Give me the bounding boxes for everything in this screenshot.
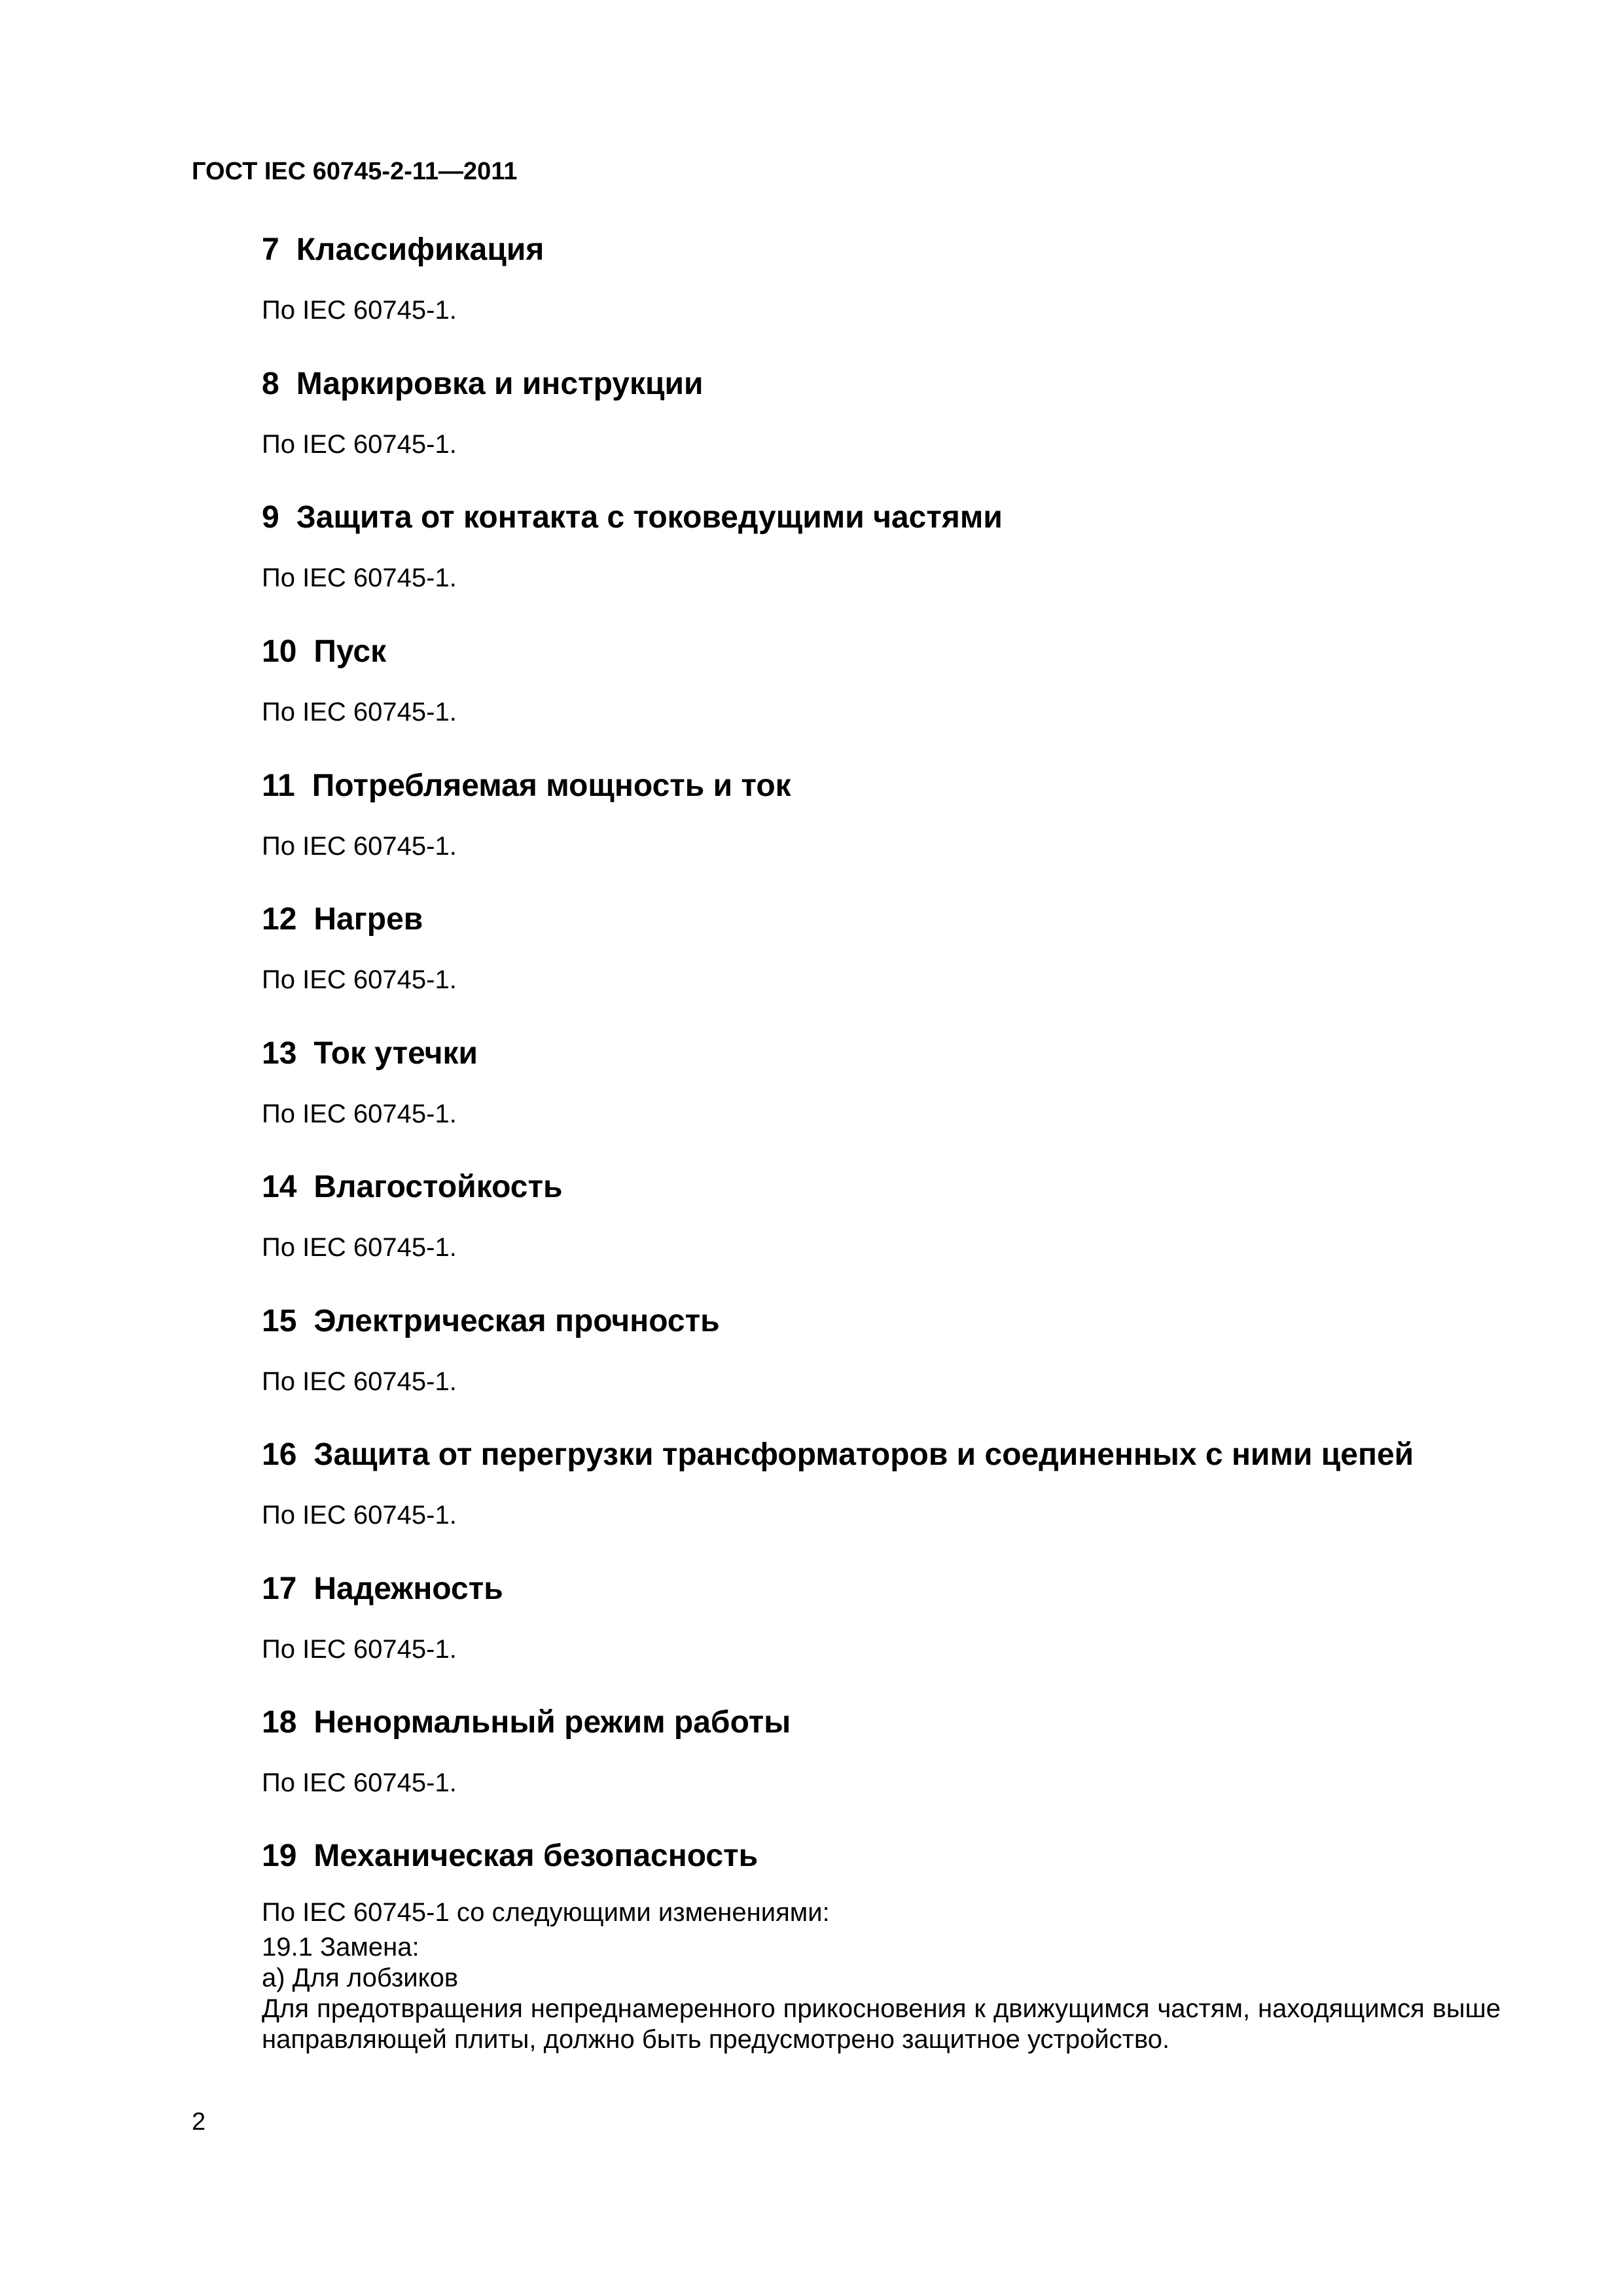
section-title bbox=[262, 1034, 1505, 1073]
section-16 bbox=[262, 1435, 1505, 1531]
section-13 bbox=[262, 1034, 1505, 1130]
section-title bbox=[262, 498, 1505, 537]
section-heading: Защита от контакта с токоведущими частями bbox=[296, 500, 1003, 535]
section-title bbox=[262, 1837, 1505, 1876]
section-body: По IEC 60745-1. bbox=[262, 430, 457, 459]
section-body: По IEC 60745-1. bbox=[262, 1635, 457, 1664]
section-number: 18 bbox=[262, 1705, 297, 1740]
section-number: 13 bbox=[262, 1036, 297, 1071]
section-17 bbox=[262, 1570, 1505, 1665]
section-heading: Классификация bbox=[296, 232, 544, 267]
paragraph-guard bbox=[262, 1994, 1501, 2055]
section-heading: Надежность bbox=[313, 1571, 503, 1606]
section-title bbox=[262, 1570, 1505, 1609]
section-body: По IEC 60745-1. bbox=[262, 698, 457, 726]
clause-19-1: 19.1 Замена: bbox=[262, 1933, 419, 1962]
section-9 bbox=[262, 498, 1505, 594]
section-heading: Защита от перегрузки трансформаторов и соединенных с ними цепей bbox=[313, 1437, 1414, 1472]
section-heading: Маркировка и инструкции bbox=[296, 367, 704, 401]
section-heading: Потребляемая мощность и ток bbox=[312, 768, 791, 803]
section-7 bbox=[262, 230, 1505, 326]
section-14 bbox=[262, 1168, 1505, 1263]
section-body: По IEC 60745-1. bbox=[262, 965, 457, 994]
section-body: По IEC 60745-1. bbox=[262, 1367, 457, 1396]
section-15 bbox=[262, 1302, 1505, 1397]
section-body: По IEC 60745-1. bbox=[262, 832, 457, 861]
list-item-a: а) Для лобзиков bbox=[262, 1964, 459, 1992]
section-number: 12 bbox=[262, 902, 297, 937]
section-number: 10 bbox=[262, 634, 297, 669]
section-title bbox=[262, 1302, 1505, 1341]
section-number: 9 bbox=[262, 500, 279, 535]
section-18 bbox=[262, 1703, 1505, 1799]
section-heading: Ток утечки bbox=[313, 1036, 478, 1071]
section-number: 7 bbox=[262, 232, 279, 267]
section-title bbox=[262, 900, 1505, 939]
page-number: 2 bbox=[192, 2108, 206, 2136]
section-heading: Ненормальный режим работы bbox=[313, 1705, 791, 1740]
section-body: По IEC 60745-1. bbox=[262, 1100, 457, 1128]
section-body: По IEC 60745-1. bbox=[262, 1501, 457, 1530]
section-number: 15 bbox=[262, 1304, 297, 1338]
section-title bbox=[262, 1168, 1505, 1207]
section-title bbox=[262, 1435, 1505, 1475]
section-number: 17 bbox=[262, 1571, 297, 1606]
section-title bbox=[262, 1703, 1505, 1742]
section-body: По IEC 60745-1. bbox=[262, 1233, 457, 1262]
section-number: 19 bbox=[262, 1839, 297, 1873]
section-10 bbox=[262, 632, 1505, 728]
section-body: По IEC 60745-1. bbox=[262, 564, 457, 592]
section-number: 16 bbox=[262, 1437, 297, 1472]
section-body: По IEC 60745-1 со следующими изменениями: bbox=[262, 1898, 830, 1927]
section-12 bbox=[262, 900, 1505, 996]
section-8 bbox=[262, 365, 1505, 460]
section-number: 14 bbox=[262, 1170, 297, 1204]
section-heading: Механическая безопасность bbox=[313, 1839, 758, 1873]
document-header: ГОСТ IEC 60745-2-11—2011 bbox=[192, 158, 518, 185]
section-body: По IEC 60745-1. bbox=[262, 1768, 457, 1797]
section-heading: Нагрев bbox=[313, 902, 423, 937]
paragraph-text: Для предотвращения непреднамеренного прикосновения к движущимся частям, находящимся выше направляющей плиты, должно быть предусмотрено защитное устройство. bbox=[262, 1994, 1501, 2054]
section-heading: Пуск bbox=[313, 634, 387, 669]
section-heading: Влагостойкость bbox=[313, 1170, 563, 1204]
section-19 bbox=[262, 1837, 1505, 1928]
section-title bbox=[262, 766, 1505, 806]
section-title bbox=[262, 632, 1505, 672]
section-11 bbox=[262, 766, 1505, 862]
section-heading: Электрическая прочность bbox=[313, 1304, 720, 1338]
section-body: По IEC 60745-1. bbox=[262, 296, 457, 325]
section-number: 11 bbox=[262, 768, 295, 803]
section-title bbox=[262, 365, 1505, 404]
section-number: 8 bbox=[262, 367, 279, 401]
section-title bbox=[262, 230, 1505, 270]
section-19-details bbox=[262, 1932, 1505, 1994]
